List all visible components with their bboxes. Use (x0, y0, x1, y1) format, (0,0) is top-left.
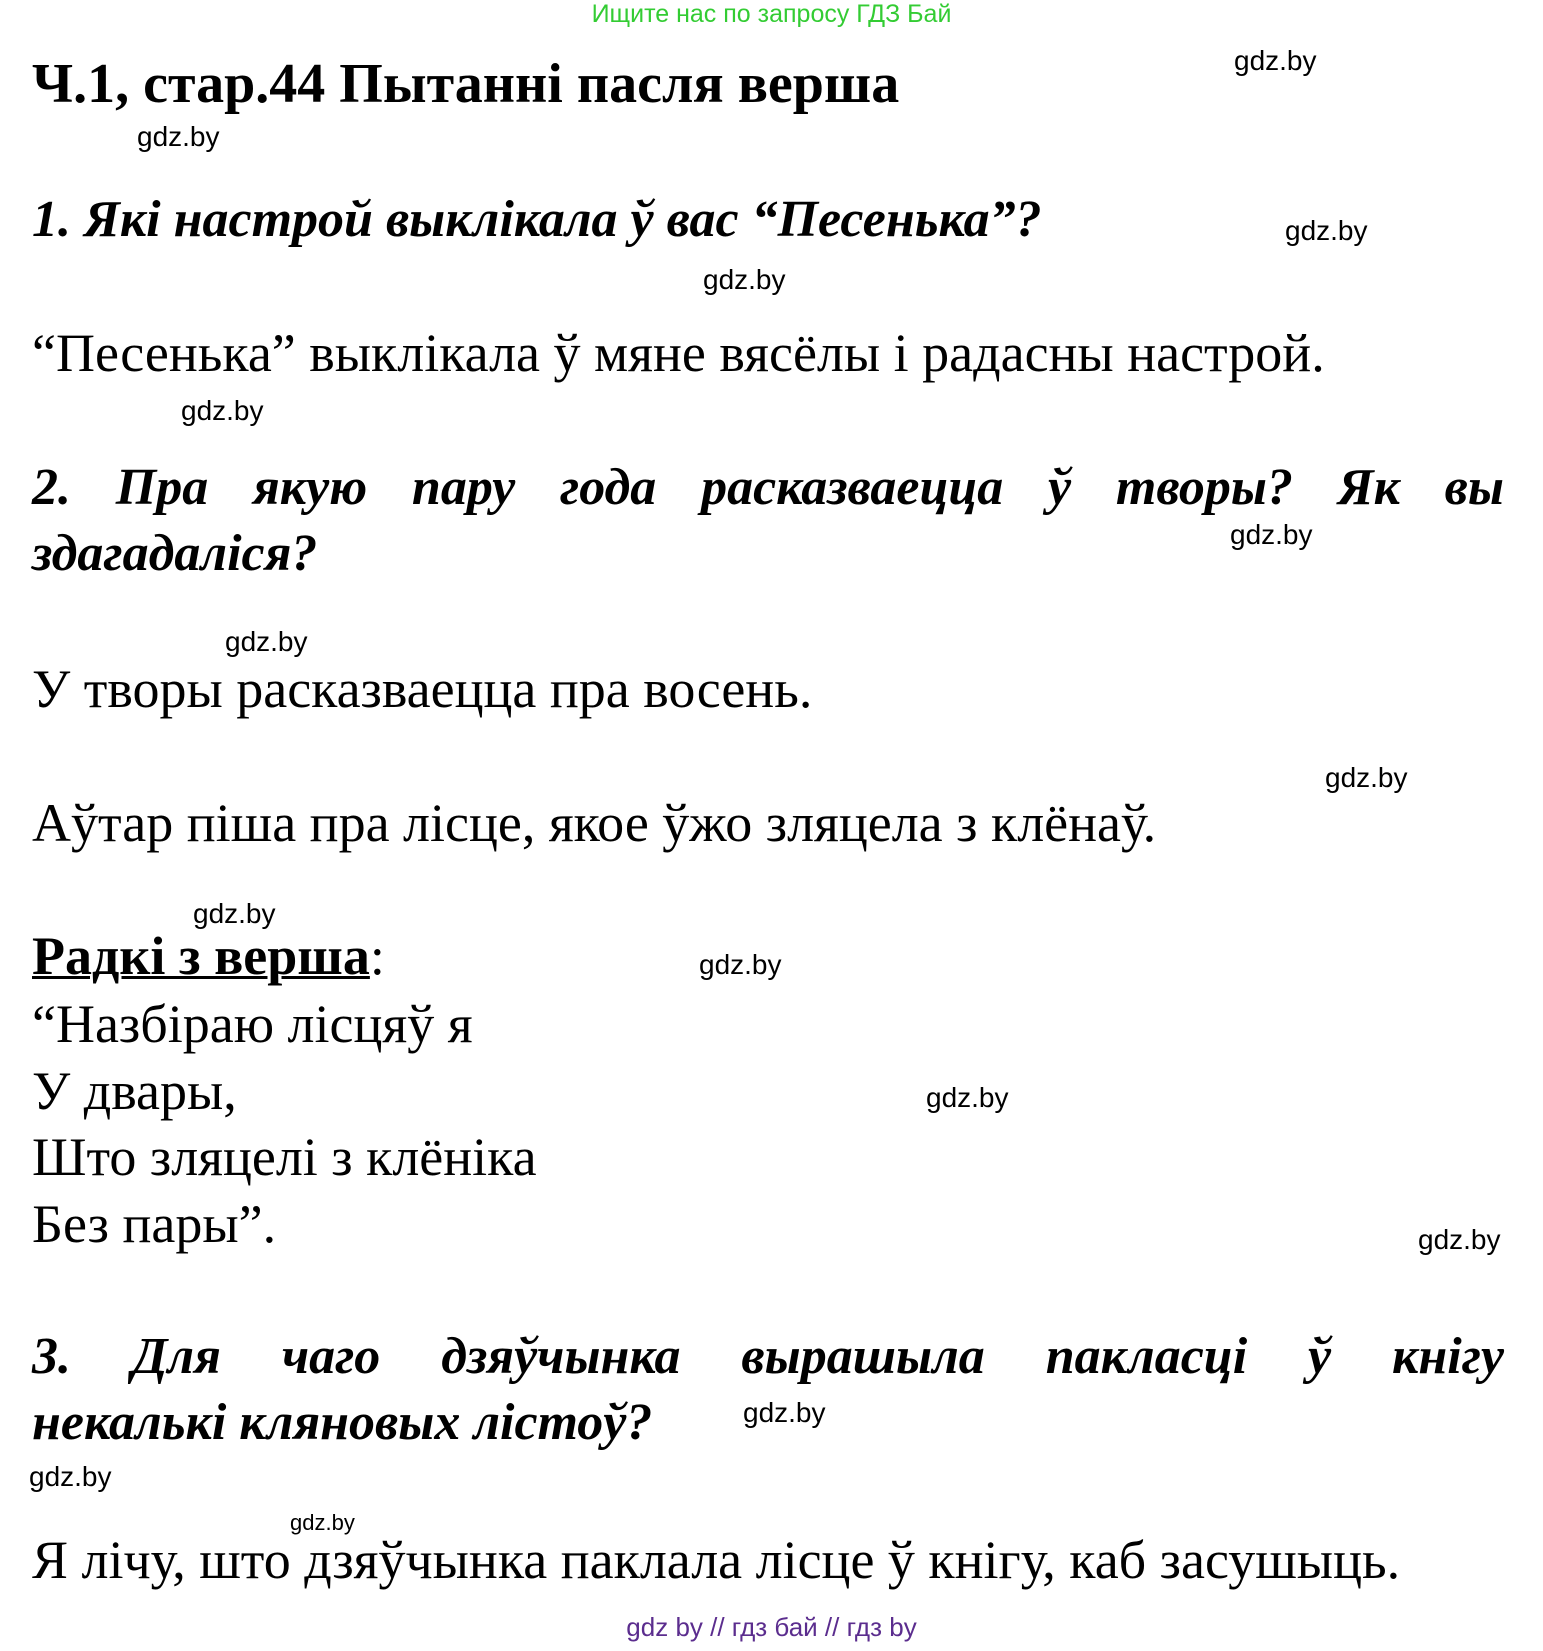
footer-links: gdz by // гдз бай // гдз by (626, 1612, 917, 1642)
answer-1: “Песенька” выклікала ў мяне вясёлы і радасны настрой. (32, 323, 1325, 383)
search-banner: Ищите нас по запросу ГДЗ Бай (591, 0, 952, 28)
poem-heading (32, 925, 385, 987)
watermark: gdz.by (290, 1510, 355, 1535)
watermark: gdz.by (699, 949, 782, 980)
answer-3: Я лічу, што дзяўчынка паклала лісце ў кнігу, каб засушыць. (32, 1530, 1401, 1590)
poem-line: Што зляцелі з клёніка (32, 1127, 537, 1187)
question-1: 1. Які настрой выклікала ў вас “Песенька”? (32, 191, 1042, 248)
poem-heading-colon: : (369, 926, 385, 986)
watermark: gdz.by (193, 898, 276, 929)
watermark: gdz.by (29, 1461, 112, 1492)
question-3-line-1: 3. Для чаго дзяўчынка вырашыла пакласці ў кнігу (32, 1328, 1504, 1385)
watermark: gdz.by (743, 1397, 826, 1428)
poem-line: Без пары”. (32, 1194, 277, 1254)
watermark: gdz.by (1285, 215, 1368, 246)
question-3-line-2: некалькі кляновых лістоў? (32, 1394, 653, 1451)
page-title: Ч.1, стар.44 Пытанні пасля верша (32, 53, 900, 115)
watermark: gdz.by (1230, 519, 1313, 550)
watermark: gdz.by (926, 1082, 1009, 1113)
watermark: gdz.by (225, 626, 308, 657)
poem-line: У двары, (32, 1061, 237, 1121)
poem-line: “Назбіраю лісцяў я (32, 994, 473, 1054)
watermark: gdz.by (1325, 762, 1408, 793)
watermark: gdz.by (181, 395, 264, 426)
question-2-line-1: 2. Пра якую пару года расказваецца ў творы? Як вы (32, 459, 1504, 516)
watermark: gdz.by (1418, 1224, 1501, 1255)
question-2-line-2: здагадаліся? (32, 525, 318, 582)
answer-2-line-2: Аўтар піша пра лісце, якое ўжо зляцела з клёнаў. (32, 793, 1157, 853)
watermark: gdz.by (1234, 45, 1317, 76)
watermark: gdz.by (703, 264, 786, 295)
poem-heading-text: Радкі з верша (32, 926, 370, 986)
watermark: gdz.by (137, 121, 220, 152)
answer-2-line-1: У творы расказваецца пра восень. (32, 659, 813, 719)
